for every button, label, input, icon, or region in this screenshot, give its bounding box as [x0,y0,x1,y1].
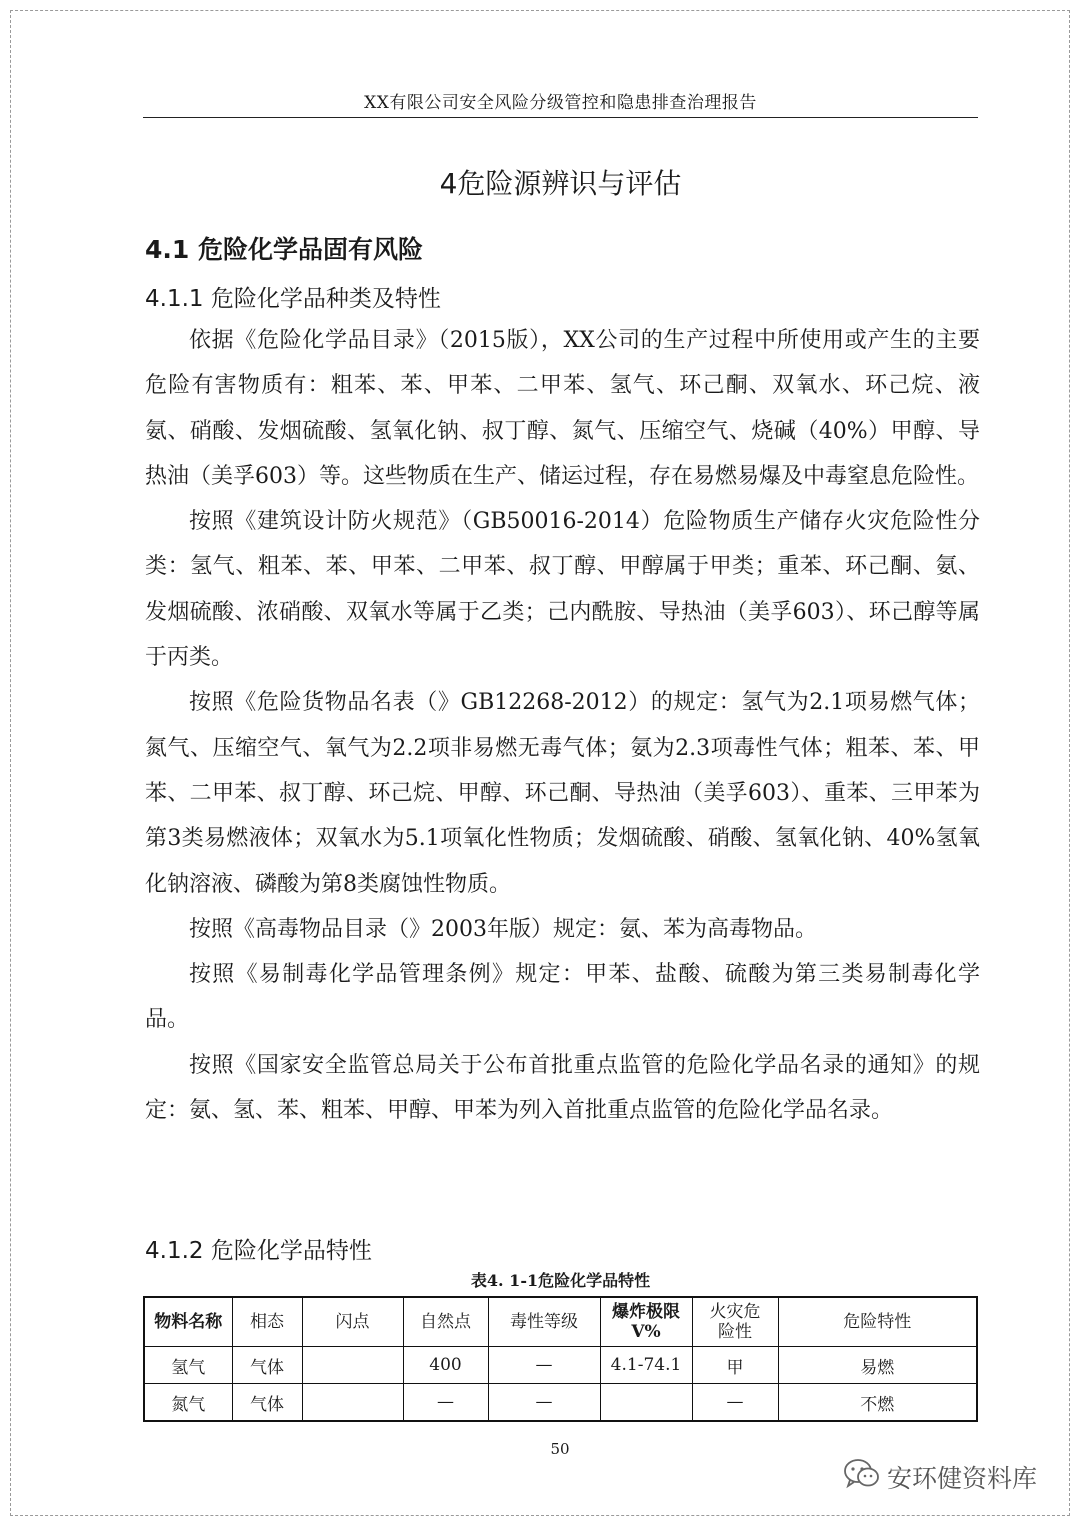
paragraph: 依据《危险化学品目录》（2015版），XX公司的生产过程中所使用或产生的主要危险有害物质有：粗苯、苯、甲苯、二甲苯、氢气、环己酮、双氧水、环己烷、液氨、硝酸、发烟硫酸、氢氧化钠、叔丁醇、氮气、压缩空气、烧碱（40%）甲醇、导热油（美孚603）等。这些物质在生产、储运过程，存在易燃易爆及中毒窒息危险性。 [145,328,980,489]
table-cell: 氢气 [144,1347,232,1384]
wechat-icon [843,1458,881,1496]
table-cell: 气体 [232,1347,302,1384]
page-number: 50 [550,1440,570,1458]
body-text [145,318,980,1133]
column-header: 闪点 [302,1297,403,1347]
table-cell: 氮气 [144,1384,232,1422]
table-cell: 4.1-74.1 [600,1347,692,1384]
column-header: 毒性等级 [488,1297,600,1347]
table-cell: — [403,1384,488,1422]
page-header: XX有限公司安全风险分级管控和隐患排查治理报告 [143,88,978,118]
paragraph: 按照《危险货物品名表（》GB12268-2012）的规定：氢气为2.1项易燃气体；氮气、压缩空气、氧气为2.2项非易燃无毒气体；氨为2.3项毒性气体；粗苯、苯、甲苯、二甲苯、叔丁醇、环己烷、甲醇、环己酮、导热油（美孚603）、重苯、三甲苯为第3类易燃液体；双氧水为5.1项氧化性物质；发烟硫酸、硝酸、氢氧化钠、40%氢氧化钠溶液、磷酸为第8类腐蚀性物质。 [145,690,980,897]
table-cell [302,1384,403,1422]
paragraph: 按照《建筑设计防火规范》（GB50016-2014）危险物质生产储存火灾危险性分类：氢气、粗苯、苯、甲苯、二甲苯、叔丁醇、甲醇属于甲类；重苯、环己酮、氨、发烟硫酸、浓硝酸、双氧水等属于乙类；己内酰胺、导热油（美孚603）、环己醇等属于丙类。 [145,509,980,671]
table-cell: 气体 [232,1384,302,1422]
column-header: 物料名称 [144,1297,232,1347]
table-caption: 表4. 1-1危险化学品特性 [470,1271,651,1290]
table-cell: — [488,1384,600,1422]
column-header: 危险特性 [778,1297,977,1347]
table-cell: 易燃 [778,1347,977,1384]
section-heading-4-1-2: 4.1.2 危险化学品特性 [145,1238,372,1264]
section-heading-4-1: 4.1 危险化学品固有风险 [145,235,423,264]
section-heading-4-1-1: 4.1.1 危险化学品种类及特性 [145,286,441,312]
table-cell [302,1347,403,1384]
paragraph: 按照《高毒物品目录（》2003年版）规定：氨、苯为高毒物品。 [189,916,817,942]
table-row [144,1384,977,1422]
table-row [144,1347,977,1384]
paragraph: 按照《国家安全监管总局关于公布首批重点监管的危险化学品名录的通知》的规定：氨、氢、苯、粗苯、甲醇、甲苯为列入首批重点监管的危险化学品名录。 [145,1052,980,1124]
table-header-row [144,1297,977,1347]
table-cell [600,1384,692,1422]
watermark-text: 安环健资料库 [887,1464,1038,1493]
paragraph: 按照《易制毒化学品管理条例》规定：甲苯、盐酸、硫酸为第三类易制毒化学品。 [145,962,980,1033]
table-cell: — [692,1384,778,1422]
column-header: 火灾危险性 [692,1297,778,1347]
table-cell: 甲 [692,1347,778,1384]
column-header: 相态 [232,1297,302,1347]
chapter-title: 4危险源辨识与评估 [439,167,682,200]
table-cell: — [488,1347,600,1384]
watermark [843,1458,1037,1496]
column-header: 自然点 [403,1297,488,1347]
table-cell: 400 [403,1347,488,1384]
chemical-properties-table [143,1296,978,1422]
column-header: 爆炸极限V% [600,1297,692,1347]
table-cell: 不燃 [778,1384,977,1422]
